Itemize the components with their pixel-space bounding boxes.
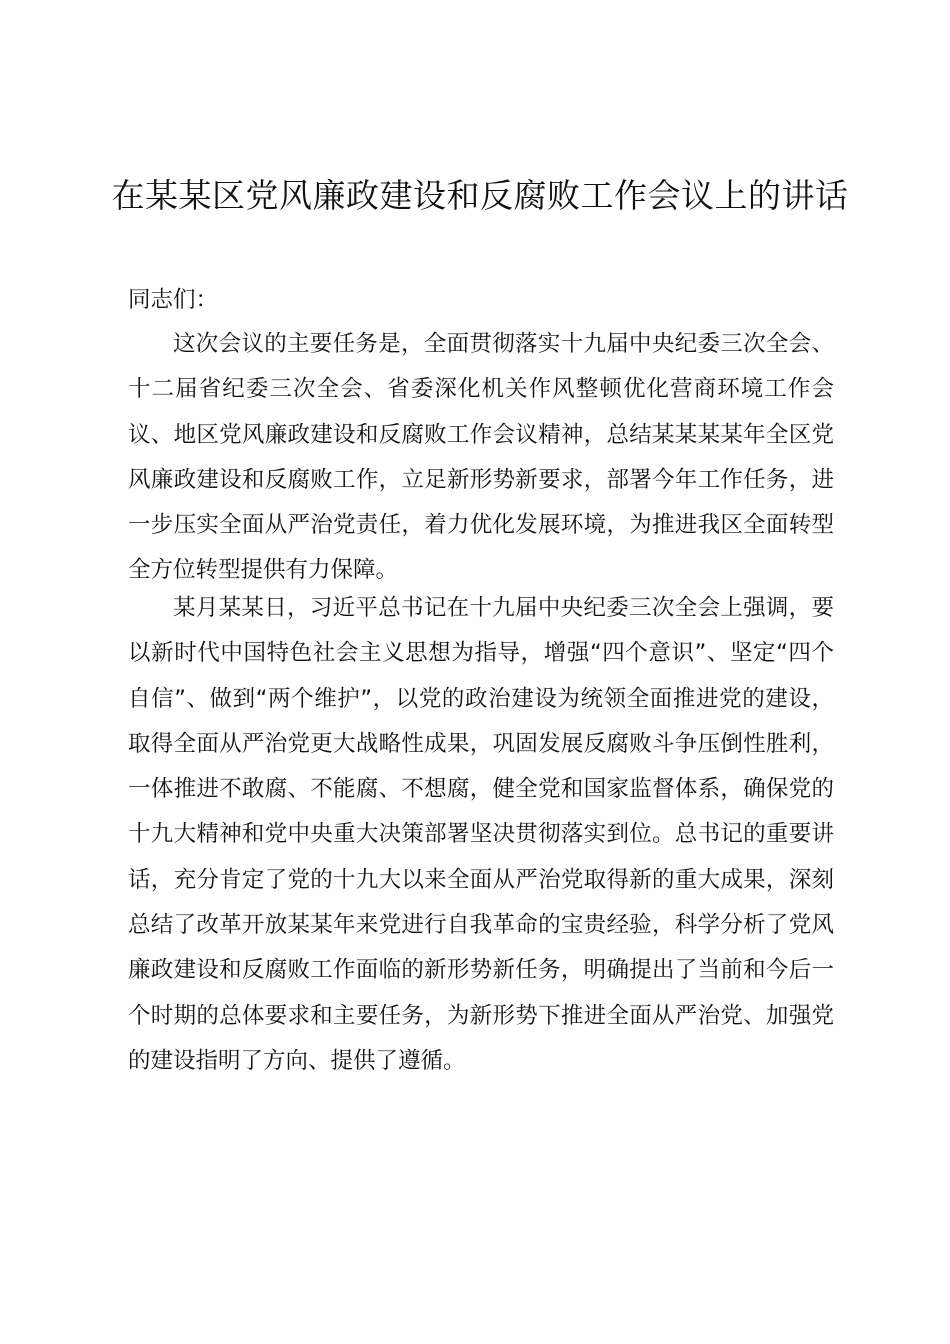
salutation: 同志们： <box>128 287 219 313</box>
body-paragraph-1: 这次会议的主要任务是，全面贯彻落实十九届中央纪委三次全会、十二届省纪委三次全会、省委深化机关作风整顿优化营商环境工作会议、地区党风廉政建设和反腐败工作会议精神，总结某某某某年全区党风廉政建设和反腐败工作，立足新形势新要求，部署今年工作任务，进一步压实全面从严治党责任，着力优化发展环境，为推进我区全面转型全方位转型提供有力保障。 <box>128 331 834 584</box>
document-title: 在某某区党风廉政建设和反腐败工作会议上的讲话 <box>111 176 849 215</box>
body-paragraph-2: 某月某某日，习近平总书记在十九届中央纪委三次全会上强调，要以新时代中国特色社会主义思想为指导，增强“四个意识”、坚定“四个自信”、做到“两个维护”，以党的政治建设为统领全面推进党的建设，取得全面从严治党更大战略性成果，巩固发展反腐败斗争压倒性胜利，一体推进不敢腐、不能腐、不想腐，健全党和国家监督体系，确保党的十九大精神和党中央重大决策部署坚决贯彻落实到位。总书记的重要讲话，充分肯定了党的十九大以来全面从严治党取得新的重大成果，深刻总结了改革开放某某年来党进行自我革命的宝贵经验，科学分析了党风廉政建设和反腐败工作面临的新形势新任务，明确提出了当前和今后一个时期的总体要求和主要任务，为新形势下推进全面从严治党、加强党的建设指明了方向、提供了遵循。 <box>128 595 834 1074</box>
